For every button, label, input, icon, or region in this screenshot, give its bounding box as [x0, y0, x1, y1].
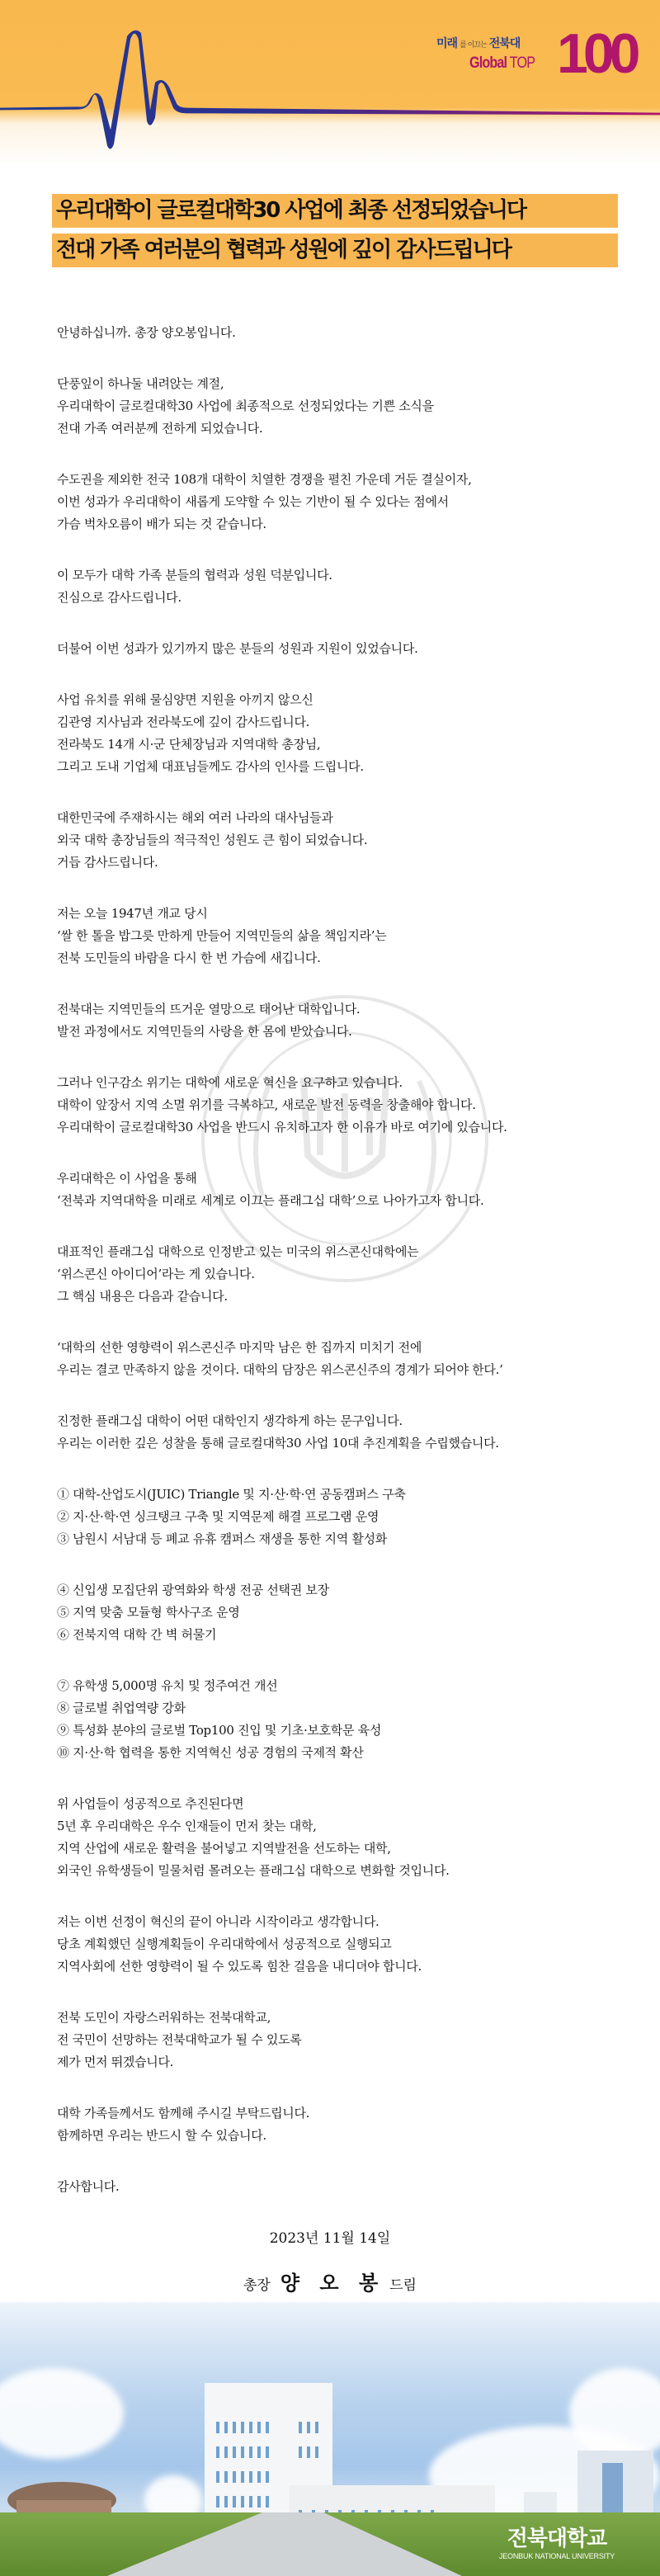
letter-line: 이 모두가 대학 가족 분들의 협력과 성원 덕분입니다.	[57, 568, 332, 583]
letter-line: ⑨ 특성화 분야의 글로벌 Top100 진입 및 기초·보호학문 육성	[57, 1723, 382, 1738]
headline-bar	[52, 194, 618, 228]
letter-line: 우리대학이 글로컬대학30 사업에 최종적으로 선정되었다는 기쁜 소식을	[57, 399, 434, 413]
letter-line: 그리고 도내 기업체 대표님들께도 감사의 인사를 드립니다.	[57, 759, 364, 774]
jeonbuk-university-logo	[491, 2526, 623, 2561]
letter-line: 전북대는 지역민들의 뜨거운 열망으로 태어난 대학입니다.	[57, 1002, 361, 1017]
letter-paragraph	[57, 903, 643, 970]
logo-number: 100	[557, 22, 636, 85]
letter-line: ④ 신입생 모집단위 광역화와 학생 전공 선택권 보장	[57, 1583, 329, 1597]
signature-name: 양 오 봉	[280, 2272, 385, 2295]
letter-line: 지역사회에 선한 영향력이 될 수 있도록 힘찬 걸음을 내디뎌야 합니다.	[57, 1959, 422, 1974]
letter-paragraph	[57, 1793, 643, 1882]
letter-paragraph	[57, 689, 643, 778]
letter-line: ‘위스콘신 아이디어’라는 게 있습니다.	[57, 1267, 255, 1281]
letter-line: ① 대학-산업도시(JUIC) Triangle 및 지·산·학·연 공동캠퍼스 구축	[57, 1487, 406, 1502]
letter-date: 2023년 11월 14일	[269, 2230, 391, 2247]
letter-line: 발전 과정에서도 지역민들의 사랑을 한 몸에 받았습니다.	[57, 1024, 352, 1039]
logo-text: TOP	[509, 54, 535, 72]
letter-line: 수도권을 제외한 전국 108개 대학이 치열한 경쟁을 펼친 가운데 거둔 결실이자,	[57, 472, 472, 487]
letter-paragraph	[57, 1072, 643, 1139]
letter-line: 당초 계획했던 실행계획들이 우리대학에서 성공적으로 실행되고	[57, 1937, 392, 1951]
letter-line: 지역 산업에 새로운 활력을 불어넣고 지역발전을 선도하는 대학,	[57, 1841, 391, 1856]
letter-line: 위 사업들이 성공적으로 추진된다면	[57, 1796, 244, 1811]
letter-line: ③ 남원시 서남대 등 폐교 유휴 캠퍼스 재생을 통한 지역 활성화	[57, 1531, 387, 1546]
letter-body	[57, 322, 643, 2227]
letter-line: 진정한 플래그십 대학이 어떤 대학인지 생각하게 하는 문구입니다.	[57, 1413, 403, 1428]
headline-line-2: 전대 가족 여러분의 협력과 성원에 깊이 감사드립니다	[56, 238, 511, 262]
letter-line: 대한민국에 주재하시는 해외 여러 나라의 대사님들과	[57, 810, 333, 825]
letter-line: 우리대학이 글로컬대학30 사업을 반드시 유치하고자 한 이유가 바로 여기에 있습니다.	[57, 1120, 507, 1135]
letter-line: 외국인 유학생들이 밀물처럼 몰려오는 플래그십 대학으로 변화할 것입니다.	[57, 1863, 450, 1878]
letter-line: 감사합니다.	[57, 2179, 120, 2194]
letter-paragraph	[57, 2007, 643, 2074]
letter-line: 진심으로 감사드립니다.	[57, 590, 182, 605]
letter-paragraph	[57, 2102, 643, 2147]
letter-paragraph	[57, 638, 643, 660]
letter-closing	[0, 2220, 660, 2302]
letter-paragraph	[57, 1337, 643, 1381]
letter-line: ⑩ 지·산·학 협력을 통한 지역혁신 성공 경험의 국제적 확산	[57, 1745, 364, 1760]
letter-line: ‘쌀 한 톨을 밥그릇 만하게 만들어 지역민들의 삶을 책임지라’는	[57, 928, 387, 943]
letter-paragraph	[57, 1911, 643, 1978]
signature-closing: 드림	[389, 2277, 417, 2294]
letter-paragraph	[57, 1168, 643, 1212]
letter-line: 전라북도 14개 시·군 단체장님과 지역대학 총장님,	[57, 737, 321, 752]
letter-line: 가슴 벅차오름이 배가 되는 것 같습니다.	[57, 517, 266, 531]
letter-line: 함께하면 우리는 반드시 할 수 있습니다.	[57, 2128, 266, 2143]
letter-line: 사업 유치를 위해 물심양면 지원을 아끼지 않으신	[57, 692, 314, 707]
letter-line: 5년 후 우리대학은 우수 인재들이 먼저 찾는 대학,	[57, 1819, 317, 1833]
letter-paragraph	[57, 564, 643, 609]
letter-line: ⑦ 유학생 5,000명 유치 및 정주여건 개선	[57, 1678, 278, 1693]
letter-line: 그 핵심 내용은 다음과 같습니다.	[57, 1289, 228, 1304]
letter-line: 그러나 인구감소 위기는 대학에 새로운 혁신을 요구하고 있습니다.	[57, 1075, 403, 1090]
signature-title: 총장	[243, 2277, 271, 2294]
letter-paragraph	[57, 1579, 643, 1646]
letter-paragraph	[57, 322, 643, 344]
letter-line: 우리는 이러한 깊은 성찰을 통해 글로컬대학30 사업 10대 추진계획을 수립했습니다.	[57, 1436, 499, 1451]
letter-line: 전 국민이 선망하는 전북대학교가 될 수 있도록	[57, 2032, 302, 2047]
logo-text: Global	[469, 54, 507, 72]
letter-line: 외국 대학 총장님들의 적극적인 성원도 큰 힘이 되었습니다.	[57, 833, 368, 847]
letter-line: 대학이 앞장서 지역 소멸 위기를 극복하고, 새로운 발전 동력을 창출해야 합니다.	[57, 1097, 476, 1112]
logo-text: 전북대	[488, 37, 521, 50]
univ-name-en: JEONBUK NATIONAL UNIVERSITY	[498, 2552, 615, 2560]
header-banner	[0, 0, 660, 165]
headline-line-1: 우리대학이 글로컬대학30 사업에 최종 선정되었습니다	[56, 198, 526, 223]
letter-line: 제가 먼저 뛰겠습니다.	[57, 2055, 174, 2069]
letter-line: 더불어 이번 성과가 있기까지 많은 분들의 성원과 지원이 있었습니다.	[57, 641, 418, 656]
letter-line: 전북 도민이 자랑스러워하는 전북대학교,	[57, 2010, 271, 2025]
letter-line: 전북 도민들의 바람을 다시 한 번 가슴에 새깁니다.	[57, 951, 321, 965]
letter-paragraph	[57, 807, 643, 874]
letter-line: 저는 이번 선정이 혁신의 끝이 아니라 시작이라고 생각합니다.	[57, 1914, 380, 1929]
letter-line: 김관영 지사님과 전라북도에 깊이 감사드립니다.	[57, 715, 310, 729]
letter-paragraph	[57, 2176, 643, 2198]
letter-paragraph	[57, 1484, 643, 1550]
letter-line: ⑧ 글로벌 취업역량 강화	[57, 1701, 186, 1715]
letter-line: ‘전북과 지역대학을 미래로 세계로 이끄는 플래그십 대학’으로 나아가고자 합니다.	[57, 1193, 484, 1208]
letter-line: ⑥ 전북지역 대학 간 벽 허물기	[57, 1627, 217, 1642]
global-top-100-logo	[433, 22, 636, 85]
letter-line: 우리는 결코 만족하지 않을 것이다. 대학의 담장은 위스콘신주의 경계가 되어야 한다.’	[57, 1362, 503, 1377]
headline-bar	[52, 234, 618, 267]
letter-paragraph	[57, 998, 643, 1043]
logo-text: 미래	[436, 37, 458, 50]
letter-line: 이번 성과가 우리대학이 새롭게 도약할 수 있는 기반이 될 수 있다는 점에서	[57, 494, 449, 509]
letter-line: 안녕하십니까. 총장 양오봉입니다.	[57, 325, 236, 340]
letter-paragraph	[57, 1675, 643, 1764]
signature	[0, 2269, 660, 2300]
letter-line: 거듭 감사드립니다.	[57, 855, 158, 870]
letter-paragraph	[57, 469, 643, 535]
letter-line: 우리대학은 이 사업을 통해	[57, 1171, 197, 1186]
letter-paragraph	[57, 1410, 643, 1455]
letter-line: 단풍잎이 하나둘 내려앉는 계절,	[57, 376, 224, 391]
letter-paragraph	[57, 373, 643, 440]
letter-paragraph	[57, 1241, 643, 1308]
letter-line: 저는 오늘 1947년 개교 당시	[57, 906, 208, 921]
letter-line: ② 지·산·학·연 싱크탱크 구축 및 지역문제 해결 프로그램 운영	[57, 1509, 380, 1524]
logo-text: 를 이끄는	[460, 41, 487, 50]
univ-name-ko: 전북대학교	[507, 2526, 607, 2551]
letter-line: ‘대학의 선한 영향력이 위스콘신주 마지막 남은 한 집까지 미치기 전에	[57, 1340, 422, 1355]
letter-line: ⑤ 지역 맞춤 모듈형 학사구조 운영	[57, 1605, 240, 1620]
letter-line: 대표적인 플래그십 대학으로 인정받고 있는 미국의 위스콘신대학에는	[57, 1244, 419, 1259]
letter-line: 전대 가족 여러분께 전하게 되었습니다.	[57, 421, 263, 436]
letter-line: 대학 가족들께서도 함께해 주시길 부탁드립니다.	[57, 2106, 310, 2121]
